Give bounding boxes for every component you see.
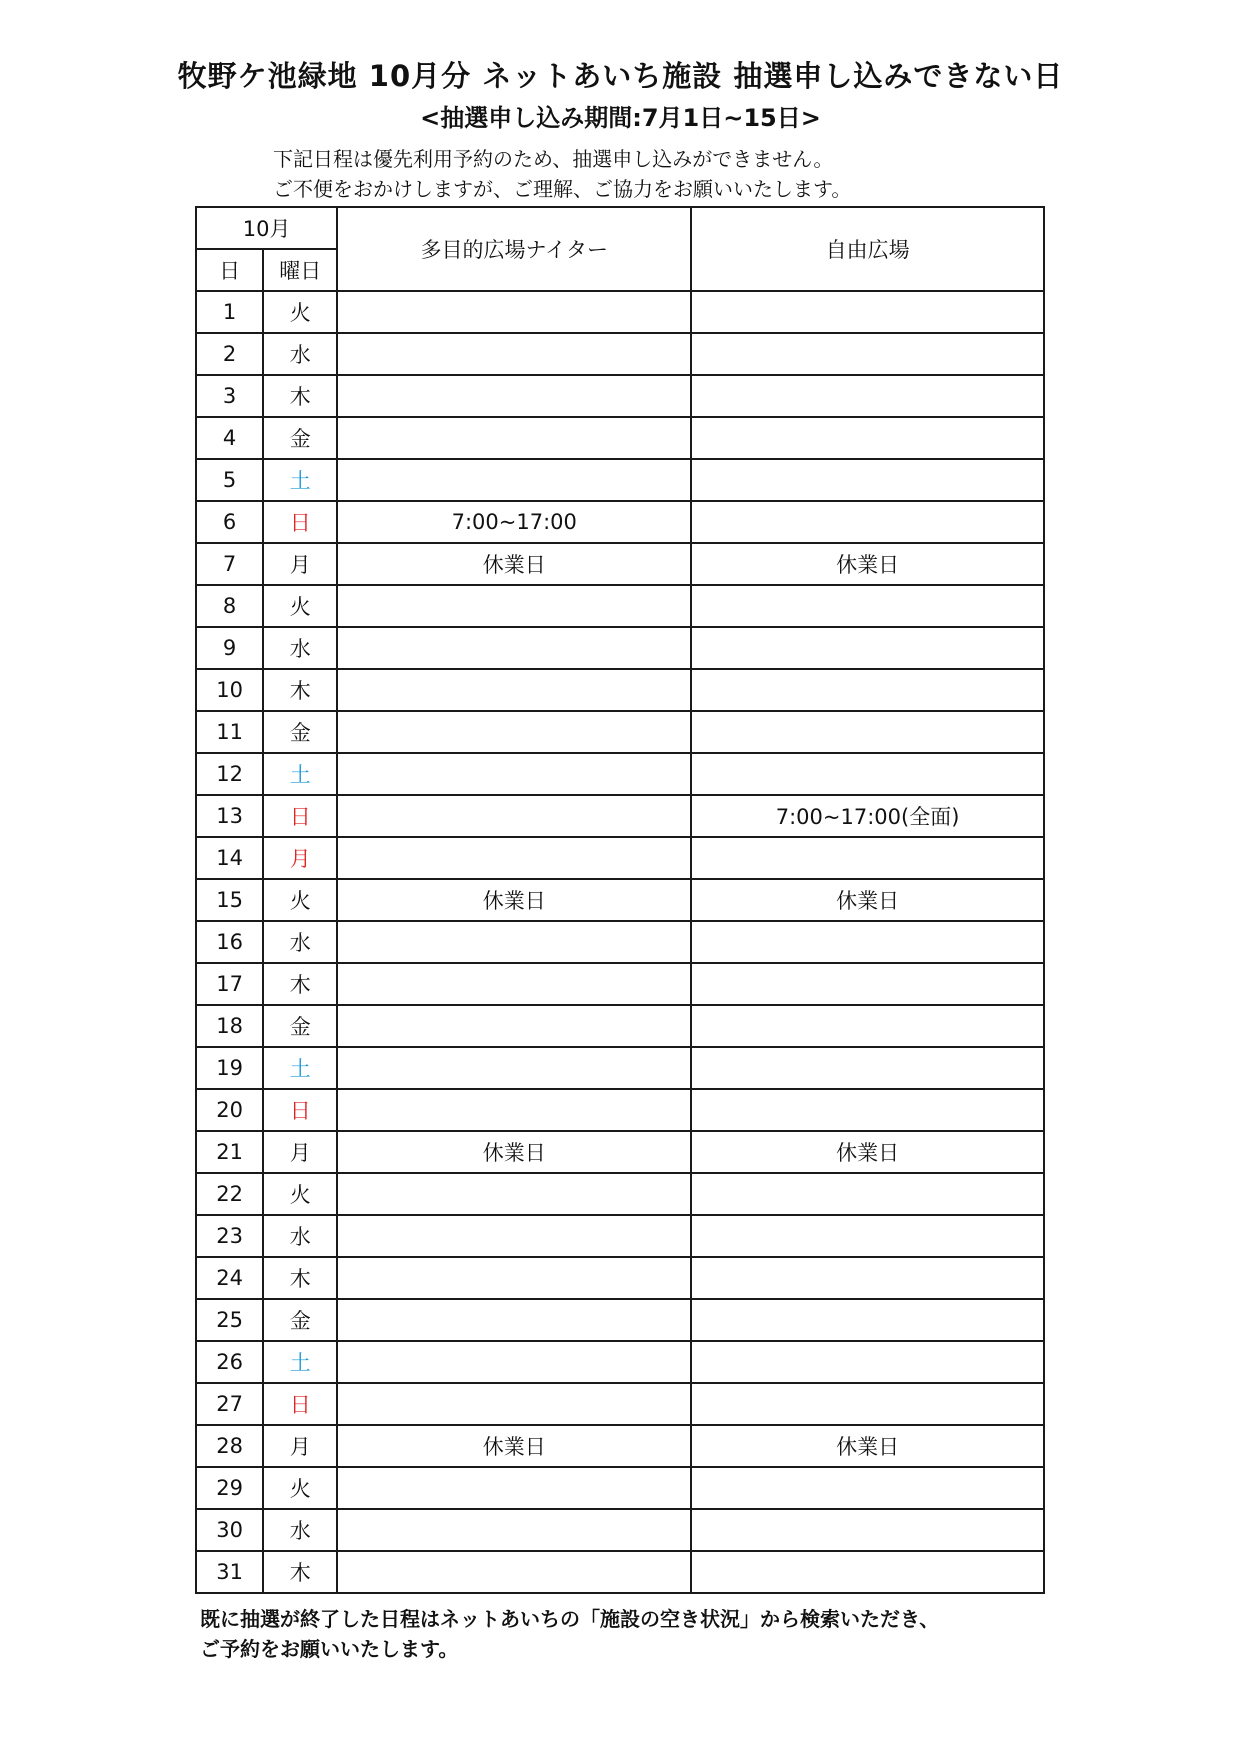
facility-a-cell (337, 795, 691, 837)
footer-line: 既に抽選が終了した日程はネットあいちの「施設の空き状況」から検索いただき、 (200, 1607, 940, 1631)
facility-a-cell (337, 1257, 691, 1299)
facility-a-cell (337, 1509, 691, 1551)
table-row (196, 879, 1044, 921)
table-row (196, 795, 1044, 837)
facility-a-cell: 休業日 (337, 1131, 691, 1173)
facility-a-cell (337, 375, 691, 417)
table-row (196, 1425, 1044, 1467)
facility-b-cell: 休業日 (691, 879, 1044, 921)
day-cell: 29 (196, 1467, 263, 1509)
day-cell: 12 (196, 753, 263, 795)
facility-a-cell (337, 669, 691, 711)
table-row (196, 417, 1044, 459)
day-cell: 20 (196, 1089, 263, 1131)
facility-b-cell (691, 921, 1044, 963)
facility-b-cell: 休業日 (691, 543, 1044, 585)
weekday-cell: 火 (263, 1173, 337, 1215)
day-cell: 26 (196, 1341, 263, 1383)
day-cell: 21 (196, 1131, 263, 1173)
table-row (196, 921, 1044, 963)
day-cell: 19 (196, 1047, 263, 1089)
day-header: 日 (196, 249, 263, 291)
day-cell: 10 (196, 669, 263, 711)
day-cell: 7 (196, 543, 263, 585)
facility-a-cell (337, 1089, 691, 1131)
facility-a-header: 多目的広場ナイター (337, 207, 691, 291)
facility-b-cell (691, 1173, 1044, 1215)
day-cell: 28 (196, 1425, 263, 1467)
facility-a-cell (337, 417, 691, 459)
day-cell: 16 (196, 921, 263, 963)
table-row (196, 627, 1044, 669)
facility-b-cell: 休業日 (691, 1131, 1044, 1173)
facility-a-cell: 休業日 (337, 1425, 691, 1467)
table-row (196, 963, 1044, 1005)
day-cell: 23 (196, 1215, 263, 1257)
day-cell: 15 (196, 879, 263, 921)
notice-line: 下記日程は優先利用予約のため、抽選申し込みができません。 (273, 147, 834, 171)
weekday-cell: 月 (263, 1131, 337, 1173)
facility-a-cell (337, 711, 691, 753)
schedule-table (195, 206, 1045, 1594)
day-cell: 17 (196, 963, 263, 1005)
facility-b-cell (691, 711, 1044, 753)
facility-a-cell (337, 1383, 691, 1425)
day-cell: 4 (196, 417, 263, 459)
table-row (196, 543, 1044, 585)
facility-a-cell (337, 627, 691, 669)
table-row (196, 1047, 1044, 1089)
day-cell: 2 (196, 333, 263, 375)
facility-a-cell (337, 1215, 691, 1257)
day-cell: 25 (196, 1299, 263, 1341)
weekday-cell: 金 (263, 1005, 337, 1047)
weekday-cell: 月 (263, 1425, 337, 1467)
facility-b-cell (691, 753, 1044, 795)
weekday-cell: 日 (263, 1383, 337, 1425)
application-period: <抽選申し込み期間:7月1日~15日> (420, 104, 821, 132)
day-cell: 31 (196, 1551, 263, 1593)
table-row (196, 711, 1044, 753)
facility-a-cell (337, 963, 691, 1005)
table-row (196, 753, 1044, 795)
facility-b-cell (691, 459, 1044, 501)
table-row (196, 1509, 1044, 1551)
month-label: 10月 (196, 207, 337, 249)
table-row (196, 1173, 1044, 1215)
table-row (196, 1341, 1044, 1383)
day-cell: 22 (196, 1173, 263, 1215)
facility-b-cell (691, 333, 1044, 375)
weekday-cell: 火 (263, 1467, 337, 1509)
table-row (196, 1005, 1044, 1047)
day-cell: 18 (196, 1005, 263, 1047)
weekday-cell: 月 (263, 543, 337, 585)
facility-b-cell (691, 375, 1044, 417)
weekday-cell: 火 (263, 879, 337, 921)
table-row (196, 1299, 1044, 1341)
table-row (196, 1551, 1044, 1593)
weekday-cell: 水 (263, 1509, 337, 1551)
facility-b-cell: 7:00~17:00(全面) (691, 795, 1044, 837)
facility-a-cell (337, 1551, 691, 1593)
facility-b-cell (691, 501, 1044, 543)
weekday-cell: 火 (263, 585, 337, 627)
table-row (196, 837, 1044, 879)
facility-b-cell (691, 1551, 1044, 1593)
table-row (196, 375, 1044, 417)
table-row (196, 333, 1044, 375)
day-cell: 5 (196, 459, 263, 501)
facility-b-cell (691, 291, 1044, 333)
day-cell: 3 (196, 375, 263, 417)
weekday-header: 曜日 (263, 249, 337, 291)
table-row (196, 585, 1044, 627)
footer-note (200, 1604, 939, 1664)
facility-a-cell (337, 921, 691, 963)
facility-b-header: 自由広場 (691, 207, 1044, 291)
facility-b-cell (691, 1005, 1044, 1047)
table-row (196, 1467, 1044, 1509)
weekday-cell: 日 (263, 1089, 337, 1131)
weekday-cell: 土 (263, 1047, 337, 1089)
table-row (196, 459, 1044, 501)
day-cell: 6 (196, 501, 263, 543)
facility-a-cell (337, 585, 691, 627)
facility-b-cell (691, 1257, 1044, 1299)
facility-a-cell: 休業日 (337, 543, 691, 585)
facility-b-cell (691, 585, 1044, 627)
weekday-cell: 火 (263, 291, 337, 333)
table-row (196, 291, 1044, 333)
day-cell: 14 (196, 837, 263, 879)
weekday-cell: 金 (263, 711, 337, 753)
day-cell: 24 (196, 1257, 263, 1299)
facility-b-cell (691, 1089, 1044, 1131)
weekday-cell: 水 (263, 627, 337, 669)
weekday-cell: 金 (263, 1299, 337, 1341)
facility-a-cell (337, 1467, 691, 1509)
weekday-cell: 土 (263, 753, 337, 795)
facility-a-cell (337, 333, 691, 375)
facility-b-cell (691, 1383, 1044, 1425)
facility-b-cell (691, 1047, 1044, 1089)
facility-b-cell (691, 963, 1044, 1005)
weekday-cell: 水 (263, 921, 337, 963)
weekday-cell: 木 (263, 375, 337, 417)
facility-a-cell (337, 291, 691, 333)
weekday-cell: 木 (263, 963, 337, 1005)
day-cell: 13 (196, 795, 263, 837)
facility-a-cell (337, 1047, 691, 1089)
facility-a-cell (337, 753, 691, 795)
notice-line: ご不便をおかけしますが、ご理解、ご協力をお願いいたします。 (273, 177, 852, 201)
facility-b-cell (691, 627, 1044, 669)
weekday-cell: 木 (263, 1551, 337, 1593)
facility-a-cell (337, 1299, 691, 1341)
day-cell: 27 (196, 1383, 263, 1425)
weekday-cell: 木 (263, 1257, 337, 1299)
facility-a-cell (337, 1341, 691, 1383)
weekday-cell: 土 (263, 459, 337, 501)
day-cell: 9 (196, 627, 263, 669)
table-row (196, 1131, 1044, 1173)
facility-b-cell (691, 1509, 1044, 1551)
weekday-cell: 水 (263, 1215, 337, 1257)
facility-a-cell (337, 1005, 691, 1047)
weekday-cell: 月 (263, 837, 337, 879)
facility-a-cell (337, 1173, 691, 1215)
notice (273, 144, 851, 204)
facility-b-cell (691, 417, 1044, 459)
day-cell: 30 (196, 1509, 263, 1551)
facility-b-cell (691, 837, 1044, 879)
facility-b-cell: 休業日 (691, 1425, 1044, 1467)
schedule-rows (196, 291, 1044, 1593)
day-cell: 11 (196, 711, 263, 753)
facility-b-cell (691, 1341, 1044, 1383)
weekday-cell: 木 (263, 669, 337, 711)
facility-a-cell: 休業日 (337, 879, 691, 921)
facility-b-cell (691, 1215, 1044, 1257)
page-title: 牧野ケ池緑地 10月分 ネットあいち施設 抽選申し込みできない日 (177, 59, 1064, 93)
day-cell: 8 (196, 585, 263, 627)
table-row (196, 1215, 1044, 1257)
facility-b-cell (691, 1467, 1044, 1509)
weekday-cell: 金 (263, 417, 337, 459)
weekday-cell: 水 (263, 333, 337, 375)
facility-a-cell (337, 837, 691, 879)
table-row (196, 1089, 1044, 1131)
facility-a-cell: 7:00~17:00 (337, 501, 691, 543)
footer-line: ご予約をお願いいたします。 (200, 1637, 459, 1661)
day-cell: 1 (196, 291, 263, 333)
table-row (196, 1257, 1044, 1299)
weekday-cell: 日 (263, 795, 337, 837)
weekday-cell: 日 (263, 501, 337, 543)
facility-b-cell (691, 1299, 1044, 1341)
weekday-cell: 土 (263, 1341, 337, 1383)
table-row (196, 1383, 1044, 1425)
table-row (196, 501, 1044, 543)
facility-b-cell (691, 669, 1044, 711)
facility-a-cell (337, 459, 691, 501)
table-row (196, 669, 1044, 711)
schedule-header (196, 207, 1044, 291)
